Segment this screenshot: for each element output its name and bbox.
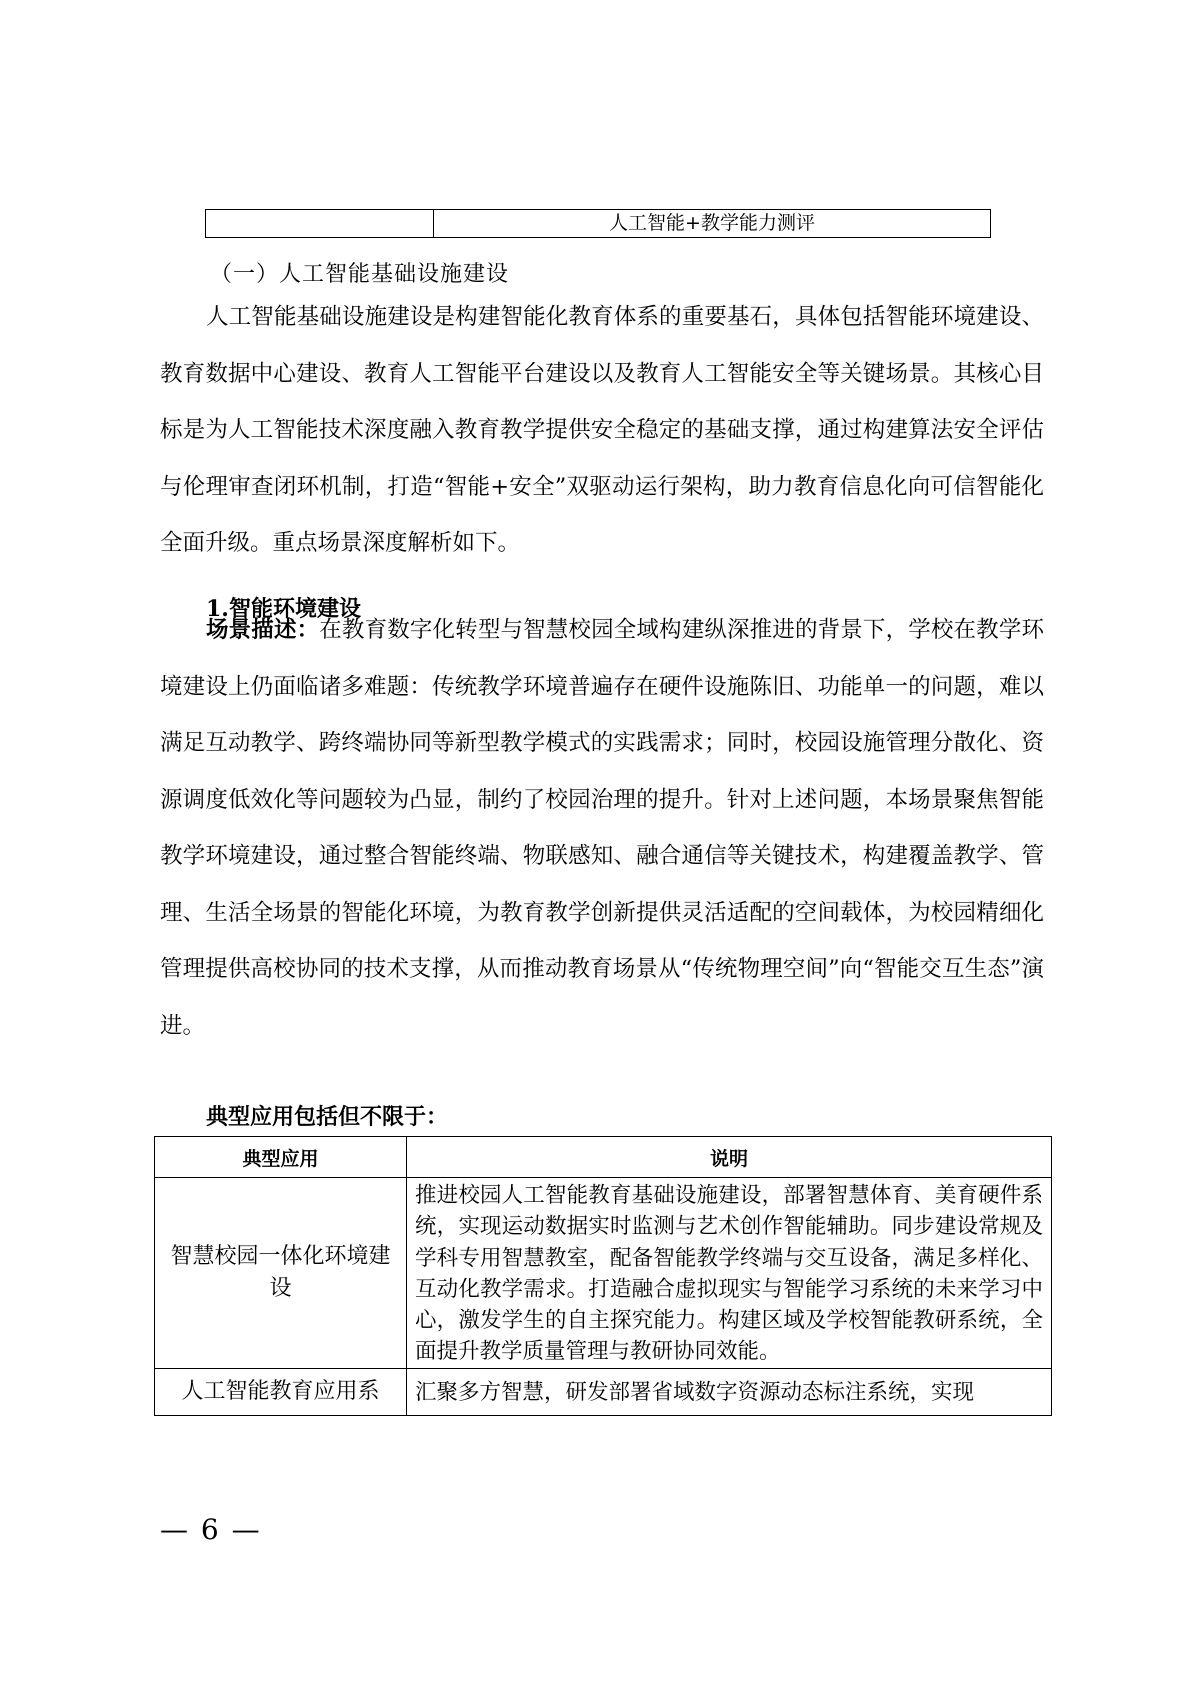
continuation-table [205,209,991,238]
table-row [155,1368,1052,1415]
subsection-heading: 1.智能环境建设 [206,596,361,622]
header-description: 说明 [407,1137,1052,1178]
table-row [155,1178,1052,1369]
section-heading: （一）人工智能基础设施建设 [210,262,510,287]
header-application: 典型应用 [155,1137,407,1178]
scene-text: 在教育数字化转型与智慧校园全域构建纵深推进的背景下，学校在教学环境建设上仍面临诸多难题：传统教学环境普遍存在硬件设施陈旧、功能单一的问题，难以满足互动教学、跨终端协同等新型教学模式的实践需求；同时，校园设施管理分散化、资源调度低效化等问题较为凸显，制约了校园治理的提升。针对上述问题，本场景聚焦智能教学环境建设，通过整合智能终端、物联感知、融合通信等关键技术，构建覆盖教学、管理、生活全场景的智能化环境，为教育教学创新提供灵活适配的空间载体，为校园精细化管理提供高校协同的技术支撑，从而推动教育场景从“传统物理空间”向“智能交互生态”演进。 [160,617,1044,1039]
table-header-row [155,1137,1052,1178]
continuation-cell-text: 人工智能+教学能力测评 [609,212,815,234]
continuation-cell-empty [206,210,434,237]
scene-label: 场景描述： [206,617,320,643]
app-name: 智慧校园一体化环境建设 [155,1178,407,1369]
scene-paragraph [160,602,1044,1054]
app-name: 人工智能教育应用系 [155,1368,407,1415]
applications-table [154,1136,1052,1416]
app-desc: 汇聚多方智慧，研发部署省域数字资源动态标注系统，实现 [407,1368,1052,1415]
page-number: — 6 — [160,1513,262,1546]
apps-heading: 典型应用包括但不限于： [206,1104,449,1130]
app-desc: 推进校园人工智能教育基础设施建设，部署智慧体育、美育硬件系统，实现运动数据实时监测与艺术创作智能辅助。同步建设常规及学科专用智慧教室，配备智能教学终端与交互设备，满足多样化、互动化教学需求。打造融合虚拟现实与智能学习系统的未来学习中心，激发学生的自主探究能力。构建区域及学校智能教研系统，全面提升教学质量管理与教研协同效能。 [407,1178,1052,1369]
intro-paragraph: 人工智能基础设施建设是构建智能化教育体系的重要基石，具体包括智能环境建设、教育数据中心建设、教育人工智能平台建设以及教育人工智能安全等关键场景。其核心目标是为人工智能技术深度融入教育教学提供安全稳定的基础支撑，通过构建算法安全评估与伦理审查闭环机制，打造“智能+安全”双驱动运行架构，助力教育信息化向可信智能化全面升级。重点场景深度解析如下。 [160,304,1044,556]
